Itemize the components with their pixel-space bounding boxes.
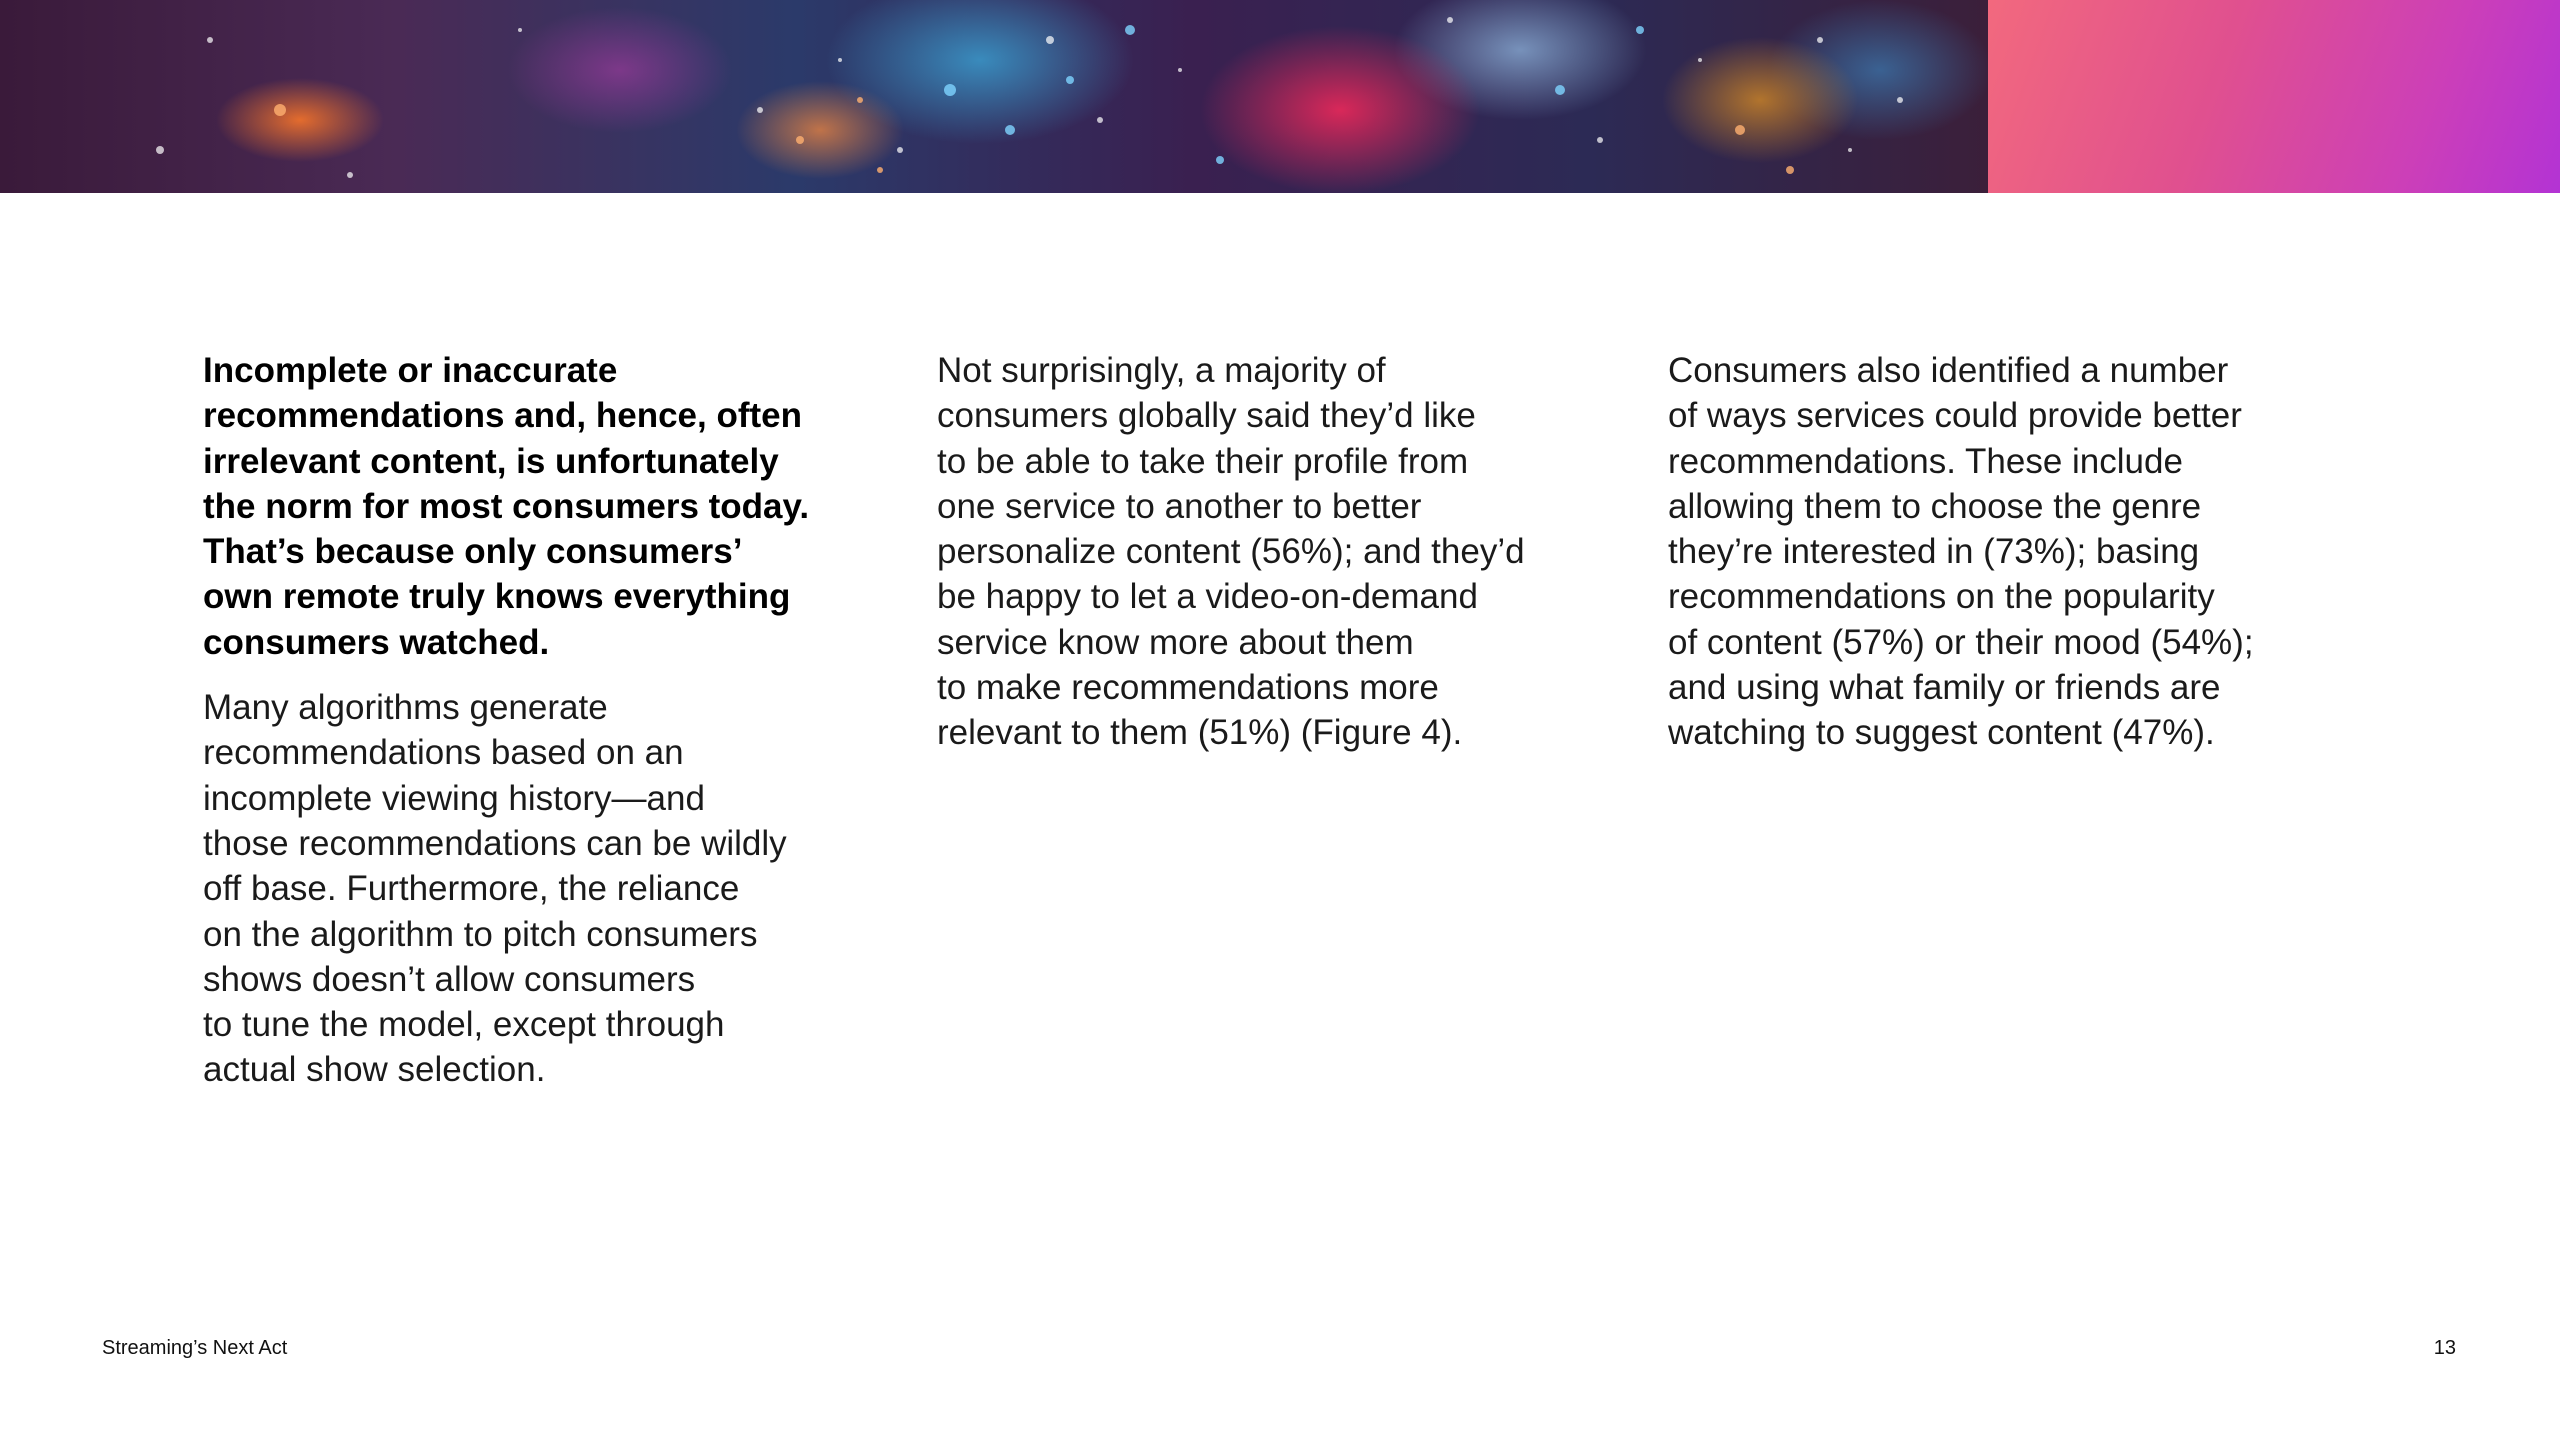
text-line: That’s because only consumers’ — [203, 532, 743, 572]
header-banner — [0, 0, 2560, 193]
body-paragraph — [937, 348, 1577, 756]
text-line: those recommendations can be wildly — [203, 823, 787, 863]
text-line: and using what family or friends are — [1668, 668, 2221, 708]
lead-paragraph — [203, 348, 843, 665]
text-line: on the algorithm to pitch consumers — [203, 914, 758, 954]
text-line: consumers watched. — [203, 622, 550, 662]
text-line: Not surprisingly, a majority of — [937, 351, 1386, 390]
text-column-2 — [937, 348, 1577, 756]
text-line: relevant to them (51%) (Figure 4). — [937, 713, 1463, 753]
text-line: personalize content (56%); and they’d — [937, 532, 1525, 572]
text-line: service know more about them — [937, 622, 1414, 662]
text-line: own remote truly knows everything — [203, 577, 791, 617]
banner-gradient-panel — [1988, 0, 2560, 193]
text-column-1 — [203, 348, 843, 1093]
bokeh-lights-image — [0, 0, 1988, 193]
text-line: the norm for most consumers today. — [203, 486, 810, 526]
text-line: irrelevant content, is unfortunately — [203, 441, 779, 481]
text-line: they’re interested in (73%); basing — [1668, 532, 2200, 572]
text-line: off base. Furthermore, the reliance — [203, 869, 740, 909]
text-line: of ways services could provide better — [1668, 396, 2242, 436]
page-number: 13 — [2433, 1337, 2456, 1359]
text-line: to be able to take their profile from — [937, 441, 1469, 481]
text-line: shows doesn’t allow consumers — [203, 959, 696, 999]
text-line: allowing them to choose the genre — [1668, 486, 2202, 526]
text-line: Many algorithms generate — [203, 688, 608, 728]
text-line: incomplete viewing history—and — [203, 778, 705, 818]
text-line: recommendations based on an — [203, 733, 684, 773]
bokeh-particles — [0, 0, 1988, 193]
text-line: be happy to let a video-on-demand — [937, 577, 1478, 617]
footer-document-title: Streaming’s Next Act — [102, 1337, 288, 1359]
text-line: consumers globally said they’d like — [937, 396, 1476, 436]
text-line: one service to another to better — [937, 486, 1422, 526]
text-line: actual show selection. — [203, 1050, 546, 1090]
text-line: watching to suggest content (47%). — [1668, 713, 2215, 753]
text-line: to make recommendations more — [937, 668, 1439, 708]
text-column-3 — [1668, 348, 2308, 756]
body-paragraph — [1668, 348, 2308, 756]
text-line: recommendations. These include — [1668, 441, 2183, 481]
body-paragraph — [203, 685, 843, 1093]
text-line: Consumers also identified a number — [1668, 351, 2229, 390]
text-line: recommendations on the popularity — [1668, 577, 2215, 617]
text-line: of content (57%) or their mood (54%); — [1668, 622, 2254, 662]
text-line: to tune the model, except through — [203, 1005, 725, 1045]
text-line: Incomplete or inaccurate — [203, 351, 618, 390]
text-line: recommendations and, hence, often — [203, 396, 802, 436]
